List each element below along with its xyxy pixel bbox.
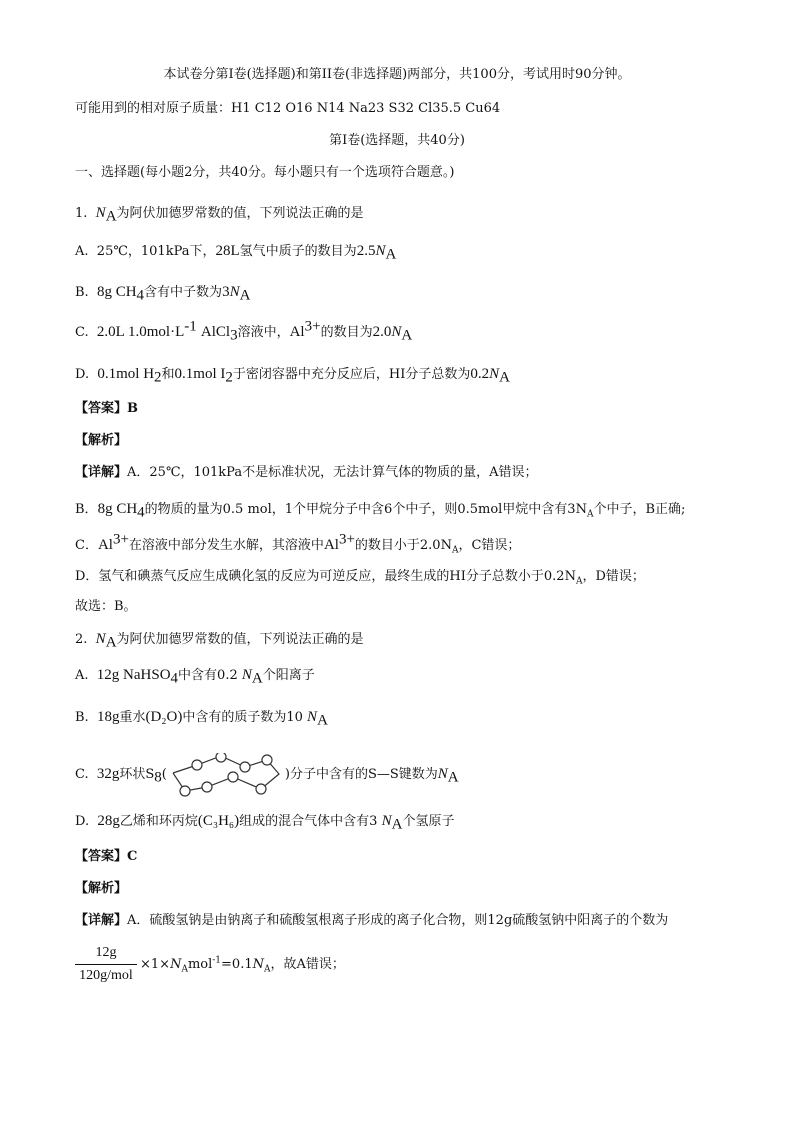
q2-analysis-label: 【解析】 <box>75 881 128 896</box>
section-instructions: 一、选择题(每小题2分，共40分。每小题只有一个选项符合题意。) <box>75 165 455 180</box>
q2-stem: 2. $N_A$为阿伏加德罗常数的值，下列说法正确的是 <box>75 631 364 651</box>
fraction-denominator: 120g/mol <box>79 968 133 983</box>
q2-option-b: B. 18g重水(D₂O)中含有的质子数为10 $N_A$ <box>75 709 328 729</box>
q1-option-a: A. 25℃，101kPa下，28L氢气中质子的数目为$2.5N_A$ <box>75 243 397 263</box>
q2-answer: 【答案】C <box>75 849 138 864</box>
q1-explain-a: 【详解】A．25℃，101kPa不是标准状况，无法计算气体的物质的量，A错误； <box>75 465 538 480</box>
fraction-numerator: 12g <box>95 945 117 960</box>
q1-option-d: D. 0.1mol $H_2$和0.1mol $I_2$于密闭容器中充分反应后，HI分子总数为$0.2N_A$ <box>75 366 510 386</box>
q1-conclusion: 故选：B。 <box>75 599 137 614</box>
q1-explain-b: B．8g $CH_4$的物质的量为0.5 mol，1个甲烷分子中含6个中子，则0.5mol甲烷中含有$3N_A$个中子，B正确; <box>75 501 686 521</box>
q2-option-c: C. 32g环状$S_8$( )分子中含有的S—S键数为$N_A$ <box>75 752 459 797</box>
q2-option-a: A. 12g NaHSO$_4$中含有0.2 $N_A$个阳离子 <box>75 667 315 687</box>
q2-fraction <box>75 944 137 985</box>
q1-explain-c: C．$Al^{3+}$在溶液中部分发生水解，其溶液中$Al^{3+}$的数目小于$2.0N_A$，C错误； <box>75 531 521 556</box>
s8-ring-diagram <box>167 753 285 797</box>
q2-explain-a: 【详解】A．硫酸氢钠是由钠离子和硫酸氢根离子形成的离子化合物，则12g硫酸氢钠中阳离子的个数为 <box>75 913 669 928</box>
q2-explain-a-calc: $\times 1\times N_Amol^{-1}=0.1N_A$，故A错误； <box>140 955 345 975</box>
q2-option-d: D. 28g乙烯和环丙烷(C₃H₆)组成的混合气体中含有3 $N_A$个氢原子 <box>75 813 455 833</box>
exam-intro: 本试卷分第I卷(选择题)和第II卷(非选择题)两部分，共100分，考试用时90分钟。 <box>163 67 631 82</box>
q1-option-c: C. 2.0L $1.0mol\cdot L^{-1}$ AlCl$_3$溶液中，$Al^{3+}$的数目为$2.0N_A$ <box>75 318 413 344</box>
section-title: 第I卷(选择题，共40分) <box>329 133 465 148</box>
q1-explain-d: D．氢气和碘蒸气反应生成碘化氢的反应为可逆反应，最终生成的HI分子总数小于$0.2N_A$，D错误； <box>75 569 645 587</box>
q1-analysis-label: 【解析】 <box>75 433 128 448</box>
q1-stem: 1. $N_A$为阿伏加德罗常数的值，下列说法正确的是 <box>75 205 364 225</box>
q1-option-b: B. 8g $CH_4$含有中子数为$3N_A$ <box>75 284 251 304</box>
atomic-masses: 可能用到的相对原子质量：H1 C12 O16 N14 Na23 S32 Cl35.5 Cu64 <box>75 101 501 116</box>
q1-answer: 【答案】B <box>75 401 139 416</box>
